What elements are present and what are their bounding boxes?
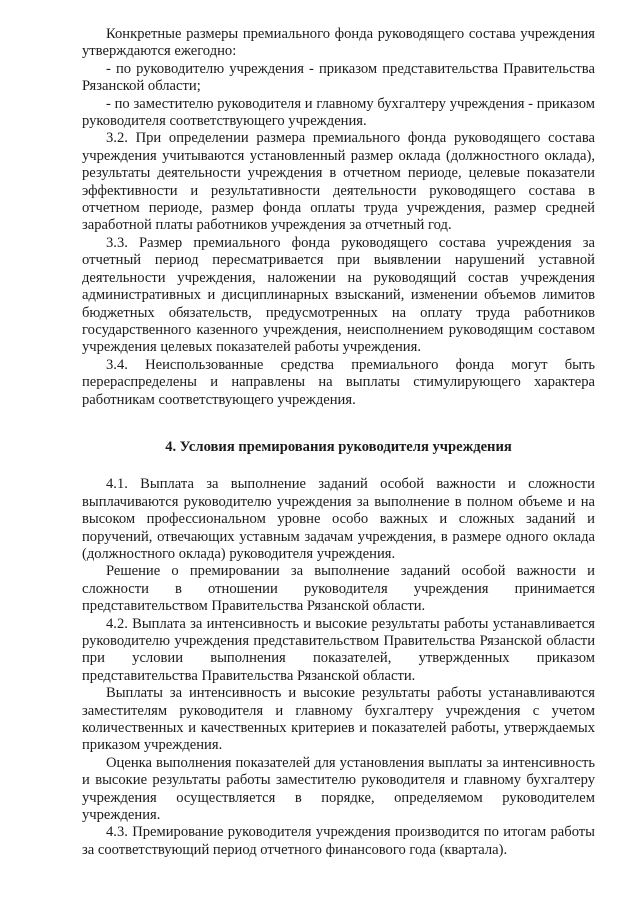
paragraph-4-1-decision: Решение о премировании за выполнение заданий особой важности и сложности в отношении руководителя учреждения принимается представительством Правительства Рязанской области. <box>82 563 595 615</box>
paragraph-4-1: 4.1. Выплата за выполнение заданий особой важности и сложности выплачиваются руководителю учреждения за выполнение в полном объеме и на высоком профессиональном уровне особо важных и сложных заданий и поручений, отвечающих уставным задачам учреждения, в размере одного оклада (должностного оклада) руководителя учреждения. <box>82 476 595 562</box>
section-4-heading: 4. Условия премирования руководителя учреждения <box>165 438 512 455</box>
paragraph-4-2-deputies: Выплаты за интенсивность и высокие результаты работы устанавливаются заместителям руководителя и главному бухгалтеру учреждения с учетом количественных и качественных критериев и показателей работы, утверждаемых приказом учреждения. <box>82 685 595 754</box>
paragraph-4-2-assessment: Оценка выполнения показателей для установления выплаты за интенсивность и высокие результаты работы заместителю руководителя и главному бухгалтеру учреждения осуществляется в порядке, определяемом руководителем учреждения. <box>82 754 595 824</box>
paragraph-4-3: 4.3. Премирование руководителя учреждения производится по итогам работы за соответствующий период отчетного финансового года (квартала). <box>82 824 595 858</box>
paragraph-3-4: 3.4. Неиспользованные средства премиального фонда могут быть перераспределены и направлены на выплаты стимулирующего характера работникам соответствующего учреждения. <box>82 356 595 408</box>
paragraph-3-2: 3.2. При определении размера премиального фонда руководящего состава учреждения учитываются установленный размер оклада (должностного оклада), результаты деятельности учреждения в отчетном периоде, целевые показатели эффективности и результативности деятельности руководящего состава в отчетном периоде, размер фонда оплаты труда учреждения, размер средней заработной платы работников учреждения за отчетный год. <box>82 130 595 234</box>
paragraph-4-2: 4.2. Выплата за интенсивность и высокие результаты работы устанавливается руководителю учреждения представительством Правительства Рязанской области при условии выполнения показателей, утвержденных приказом представительства Правительства Рязанской области. <box>82 615 595 684</box>
paragraph-3-3: 3.3. Размер премиального фонда руководящего состава учреждения за отчетный период пересматривается при выявлении нарушений уставной деятельности учреждения, наложении на руководящий состав учреждения административных и дисциплинарных взысканий, изменении объемов лимитов бюджетных обязательств, предусмотренных на оплату труда работников государственного казенного учреждения, неисполнением руководящим составом учреждения целевых показателей работы учреждения. <box>82 234 595 356</box>
document-page <box>82 26 595 859</box>
intro-paragraph: Конкретные размеры премиального фонда руководящего состава учреждения утверждаются ежегодно: <box>82 26 595 60</box>
intro-list-item-deputy: - по заместителю руководителя и главному бухгалтеру учреждения - приказом руководителя соответствующего учреждения. <box>82 95 595 130</box>
intro-list-item-head: - по руководителю учреждения - приказом представительства Правительства Рязанской области; <box>82 60 595 95</box>
